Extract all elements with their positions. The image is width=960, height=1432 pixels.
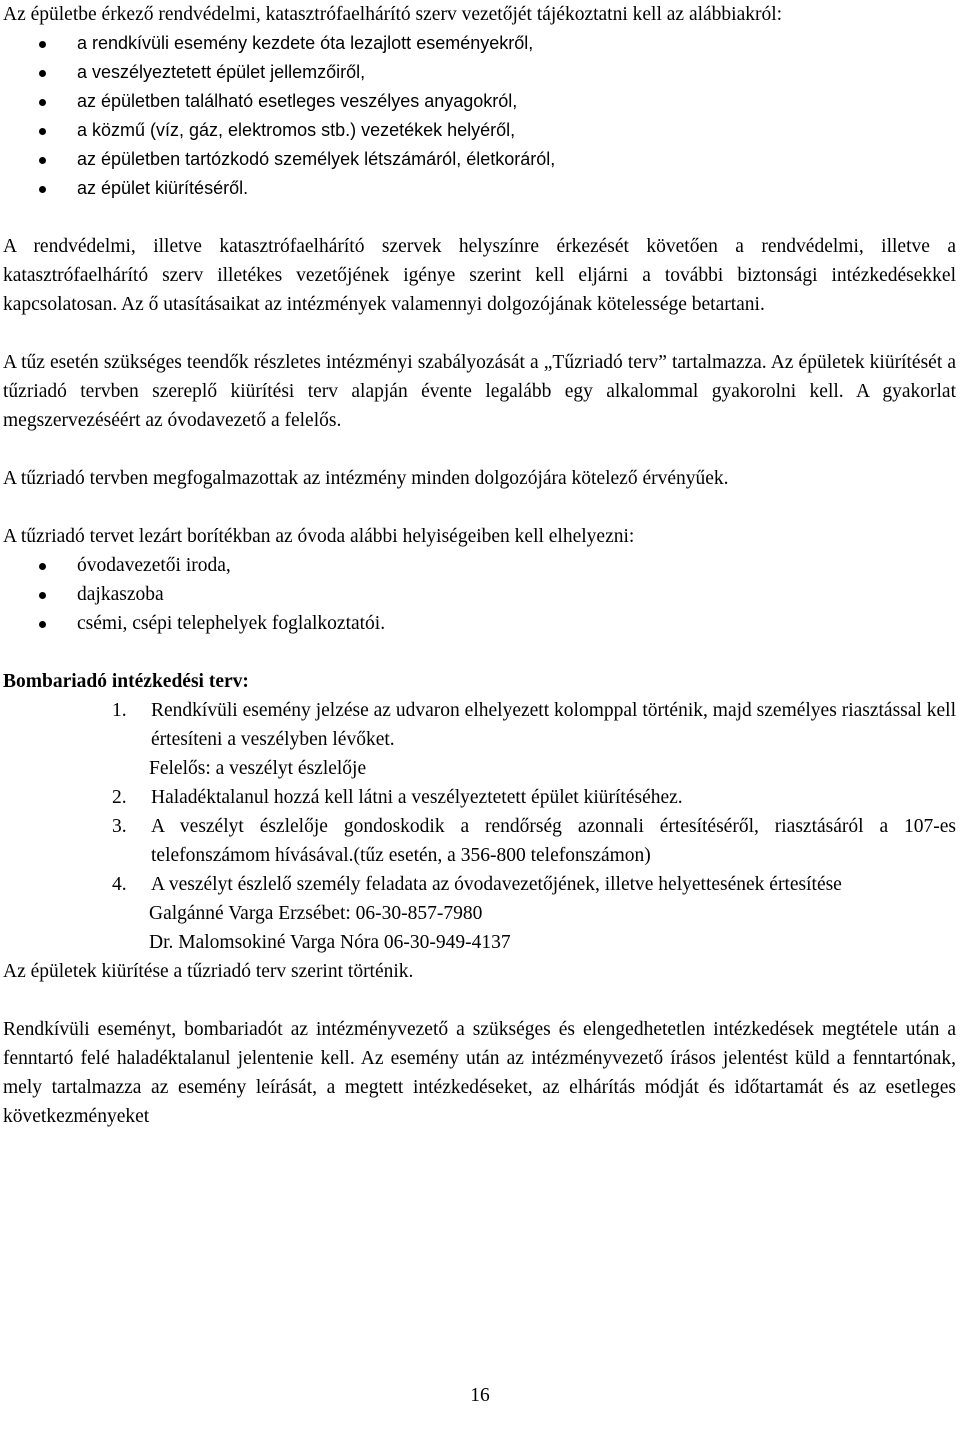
list-item [3, 696, 956, 754]
paragraph-rescue-services: A rendvédelmi, illetve katasztrófaelhárító szervek helyszínre érkezését követően a rendvédelmi, illetve a katasztrófaelhárító szerv illetékes vezetőjének igénye szerint kell eljárni a további biztonsági intézkedésekkel kapcsolatosan. Az ő utasításaikat az intézmények valamennyi dolgozójának kötelessége betartani. [3, 236, 956, 315]
step-number: 2. [112, 787, 127, 808]
page-number: 16 [470, 1385, 490, 1406]
document-page [3, 0, 956, 1131]
section-heading-bomb: Bombariadó intézkedési terv: [3, 671, 249, 692]
step-text: Haladéktalanul hozzá kell látni a veszélyeztetett épület kiürítéséhez. [151, 787, 683, 808]
list-item: a közmű (víz, gáz, elektromos stb.) vezetékek helyéről, [3, 116, 956, 145]
contact-line: Dr. Malomsokiné Varga Nóra 06-30-949-4137 [149, 932, 511, 953]
paragraph-fire-plan: A tűz esetén szükséges teendők részletes intézményi szabályozását a „Tűzriadó terv” tartalmazza. Az épületek kiürítését a tűzriadó tervben szereplő kiürítési terv alapján évente legalább egy alkalommal gyakorolni kell. A gyakorlat megszervezéséért az óvodavezető a felelős. [3, 352, 956, 431]
bomb-steps-list [3, 696, 956, 754]
intro-paragraph: Az épületbe érkező rendvédelmi, katasztrófaelhárító szerv vezetőjét tájékoztatni kell az alábbiakról: [3, 4, 783, 25]
paragraph-binding: A tűzriadó tervben megfogalmazottak az intézmény minden dolgozójára kötelező érvényűek. [3, 468, 729, 489]
responsible-line: Felelős: a veszélyt észlelője [149, 758, 367, 779]
list-item: az épület kiürítéséről. [3, 174, 956, 203]
step-text: A veszélyt észlelő személy feladata az óvodavezetőjének, illetve helyettesének értesítése [151, 874, 842, 895]
step-number: 4. [112, 874, 127, 895]
step-number: 3. [112, 816, 127, 837]
list-item: az épületben található esetleges veszélyes anyagokról, [3, 87, 956, 116]
step-text: Rendkívüli esemény jelzése az udvaron elhelyezett kolomppal történik, majd személyes riasztással kell értesíteni a veszélyben lévőket. [151, 700, 956, 750]
list-item: óvodavezetői iroda, [3, 551, 956, 580]
list-item [3, 870, 956, 899]
bomb-steps-list-cont [3, 783, 956, 899]
list-item [3, 812, 956, 870]
list-item [3, 783, 956, 812]
info-list [3, 29, 956, 203]
step-number: 1. [112, 700, 127, 721]
evacuation-line: Az épületek kiürítése a tűzriadó terv szerint történik. [3, 961, 414, 982]
paragraph-reporting: Rendkívüli eseményt, bombariadót az intézményvezető a szükséges és elengedhetetlen intézkedések megtétele után a fenntartó felé haladéktalanul jelentenie kell. Az esemény után az intézményvezető írásos jelentést küld a fenntartónak, mely tartalmazza az esemény leírását, a megtett intézkedéseket, az elhárítás módját és időtartamát és az esetleges következményeket [3, 1019, 956, 1127]
list-item: csémi, csépi telephelyek foglalkoztatói. [3, 609, 956, 638]
locations-list [3, 551, 956, 638]
list-item: az épületben tartózkodó személyek létszámáról, életkoráról, [3, 145, 956, 174]
list-item: a rendkívüli esemény kezdete óta lezajlott eseményekről, [3, 29, 956, 58]
step-text: A veszélyt észlelője gondoskodik a rendőrség azonnali értesítéséről, riasztásáról a 107-es telefonszámom hívásával.(tűz esetén, a 356-800 telefonszámon) [151, 816, 956, 866]
list-item: a veszélyeztetett épület jellemzőiről, [3, 58, 956, 87]
contact-line: Galgánné Varga Erzsébet: 06-30-857-7980 [149, 903, 483, 924]
locations-intro: A tűzriadó tervet lezárt borítékban az óvoda alábbi helyiségeiben kell elhelyezni: [3, 526, 635, 547]
list-item: dajkaszoba [3, 580, 956, 609]
